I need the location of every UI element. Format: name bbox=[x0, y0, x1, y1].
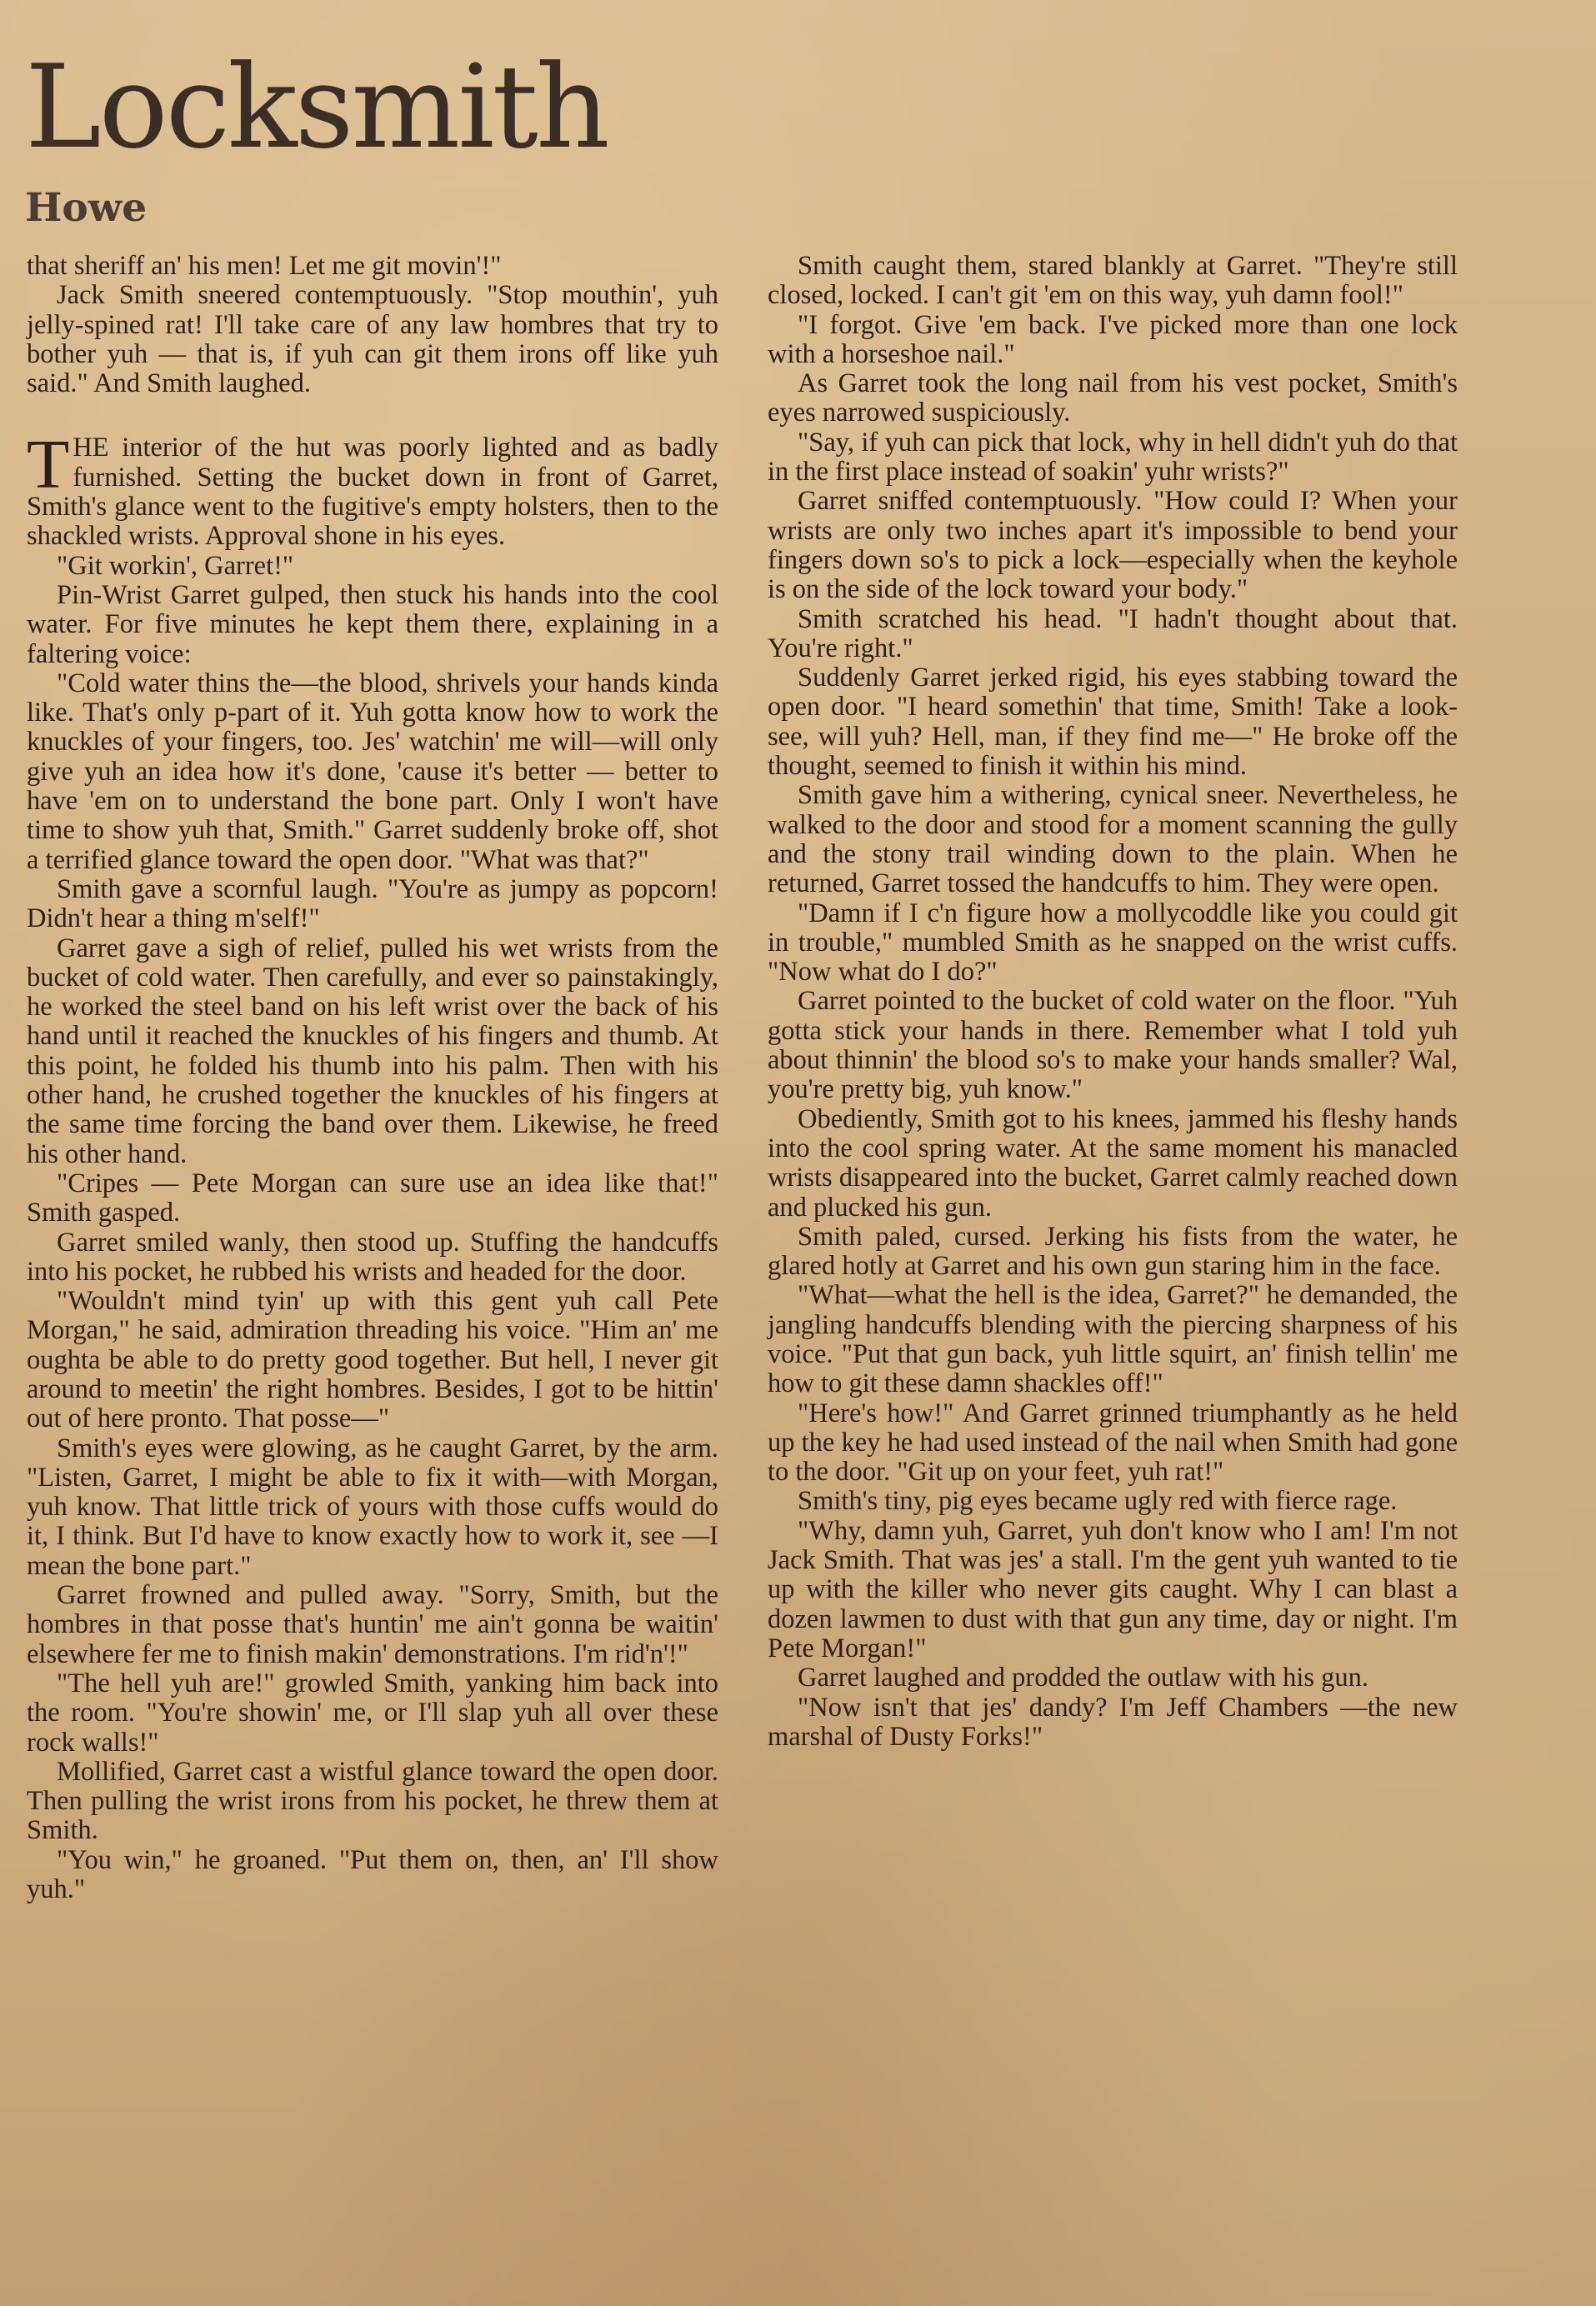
author-byline: Howe bbox=[25, 185, 148, 231]
paragraph: "Cripes — Pete Morgan can sure use an idea like that!" Smith gasped. bbox=[27, 1168, 718, 1228]
paragraph: Smith scratched his head. "I hadn't thought about that. You're right." bbox=[768, 603, 1458, 663]
paragraph: "The hell yuh are!" growled Smith, yanking him back into the room. "You're showin' me, or I'll slap yuh all over these rock walls!" bbox=[27, 1668, 718, 1758]
story-title: Locksmith bbox=[25, 40, 608, 174]
paragraph: Smith caught them, stared blankly at Garret. "They're still closed, locked. I can't git 'em on this way, yuh damn fool!" bbox=[768, 251, 1458, 311]
paragraph: "What—what the hell is the idea, Garret?" he demanded, the jangling handcuffs blending with the piercing sharpness of his voice. "Put that gun back, yuh little squirt, an' finish tellin' me how to git these damn shackles off!" bbox=[768, 1280, 1458, 1399]
paragraph: As Garret took the long nail from his vest pocket, Smith's eyes narrowed suspiciously. bbox=[768, 368, 1458, 428]
section-opening-text: HE interior of the hut was poorly lighted and as badly furnished. Setting the bucket down in front of Garret, Smith's glance went to the fugitive's empty holsters, then to the shackled wrists. Approval shone in his eyes. bbox=[27, 433, 718, 552]
paragraph: "Say, if yuh can pick that lock, why in hell didn't yuh do that in the first place instead of soakin' yuhr wrists?" bbox=[768, 427, 1458, 488]
right-column bbox=[768, 252, 1458, 1752]
paragraph: "Now isn't that jes' dandy? I'm Jeff Chambers —the new marshal of Dusty Forks!" bbox=[768, 1692, 1458, 1752]
paragraph: Smith's tiny, pig eyes became ugly red with fierce rage. bbox=[798, 1486, 1398, 1517]
paragraph: Mollified, Garret cast a wistful glance toward the open door. Then pulling the wrist irons from his pocket, he threw them at Smith. bbox=[27, 1756, 718, 1846]
paragraph: "Damn if I c'n figure how a mollycoddle like you could git in trouble," mumbled Smith as he snapped on the wrist cuffs. "Now what do I do?" bbox=[768, 898, 1458, 988]
paragraph: Jack Smith sneered contemptuously. "Stop mouthin', yuh jelly-spined rat! I'll take care of any law hombres that try to bother yuh — that is, if yuh can git them irons off like yuh said." And Smith laughed. bbox=[27, 280, 718, 399]
paragraph: Obediently, Smith got to his knees, jammed his fleshy hands into the cool spring water. At the same moment his manacled wrists disappeared into the bucket, Garret calmly reached down and plucked his gun. bbox=[768, 1103, 1458, 1223]
paragraph: Smith's eyes were glowing, as he caught Garret, by the arm. "Listen, Garret, I might be able to fix it with—with Morgan, yuh know. That little trick of yours with those cuffs would do it, I think. But I'd have to know exactly how to work it, see —I mean the bone part." bbox=[27, 1433, 718, 1581]
left-column bbox=[27, 252, 718, 1904]
paragraph: Pin-Wrist Garret gulped, then stuck his hands into the cool water. For five minutes he kept them there, explaining in a faltering voice: bbox=[27, 579, 718, 669]
paragraph: Garret laughed and prodded the outlaw with his gun. bbox=[798, 1663, 1369, 1693]
section-opening-paragraph bbox=[27, 426, 718, 552]
paragraph: Smith gave him a withering, cynical sneer. Nevertheless, he walked to the door and stood for a moment scanning the gully and the stony trail winding down to the plain. When he returned, Garret tossed the handcuffs to him. They were open. bbox=[768, 780, 1458, 899]
paragraph: "You win," he groaned. "Put them on, then, an' I'll show yuh." bbox=[27, 1844, 718, 1905]
paragraph: "Cold water thins the—the blood, shrivels your hands kinda like. That's only p-part of it. Yuh gotta know how to work the knuckles of your fingers, too. Jes' watchin' me will—will only give yuh an idea how it's done, 'cause it's better — better to have 'em on to understand the bone part. Only I won't have time to show yuh that, Smith." Garret suddenly broke off, shot a terrified glance toward the open door. "What was that?" bbox=[27, 668, 718, 875]
paragraph: Smith paled, cursed. Jerking his fists from the water, he glared hotly at Garret and his own gun staring him in the face. bbox=[768, 1221, 1458, 1282]
paragraph: Smith gave a scornful laugh. "You're as jumpy as popcorn! Didn't hear a thing m'self!" bbox=[27, 873, 718, 934]
paragraph: "Why, damn yuh, Garret, yuh don't know who I am! I'm not Jack Smith. That was jes' a stall. I'm the gent yuh wanted to tie up with the killer who never gits caught. Why I can blast a dozen lawmen to dust with that gun any time, day or night. I'm Pete Morgan!" bbox=[768, 1515, 1458, 1663]
paragraph: Garret pointed to the bucket of cold water on the floor. "Yuh gotta stick your hands in there. Remember what I told yuh about thinnin' the blood so's to make your hands smaller? Wal, you're pretty big, yuh know." bbox=[768, 986, 1458, 1105]
paragraph: Suddenly Garret jerked rigid, his eyes stabbing toward the open door. "I heard somethin' that time, Smith! Take a look-see, will yuh? Hell, man, if they find me—" He broke off the thought, seemed to finish it within his mind. bbox=[768, 663, 1458, 782]
paragraph: that sheriff an' his men! Let me git movin'!" bbox=[27, 251, 502, 281]
paragraph: Garret smiled wanly, then stood up. Stuffing the handcuffs into his pocket, he rubbed his wrists and headed for the door. bbox=[27, 1227, 718, 1287]
drop-cap: T bbox=[27, 426, 70, 504]
paragraph: "Git workin', Garret!" bbox=[57, 550, 294, 581]
paragraph: "I forgot. Give 'em back. I've picked more than one lock with a horseshoe nail." bbox=[768, 309, 1458, 369]
paragraph: "Here's how!" And Garret grinned triumphantly as he held up the key he had used instead of the nail when Smith had gone to the door. "Git up on your feet, yuh rat!" bbox=[768, 1398, 1458, 1488]
paragraph: "Wouldn't mind tyin' up with this gent yuh call Pete Morgan," he said, admiration threading his voice. "Him an' me oughta be able to do pretty good together. But hell, I never git around to meetin' the right hombres. Besides, I got to be hittin' out of here pronto. That posse—" bbox=[27, 1286, 718, 1434]
paragraph: Garret sniffed contemptuously. "How could I? When your wrists are only two inches apart it's impossible to bend your fingers down so's to pick a lock—especially when the keyhole is on the side of the lock toward your body." bbox=[768, 486, 1458, 605]
paragraph: Garret gave a sigh of relief, pulled his wet wrists from the bucket of cold water. Then carefully, and ever so painstakingly, he worked the steel band on his left wrist over the back of his hand until it reached the knuckles of his fingers and thumb. At this point, he folded his thumb into his palm. Then with his other hand, he crushed together the knuckles of his fingers at the same time forcing the band over them. Likewise, he freed his other hand. bbox=[27, 933, 718, 1169]
paragraph: Garret frowned and pulled away. "Sorry, Smith, but the hombres in that posse that's huntin' me ain't gonna be waitin' elsewhere fer me to finish makin' demonstrations. I'm rid'n'!" bbox=[27, 1580, 718, 1669]
